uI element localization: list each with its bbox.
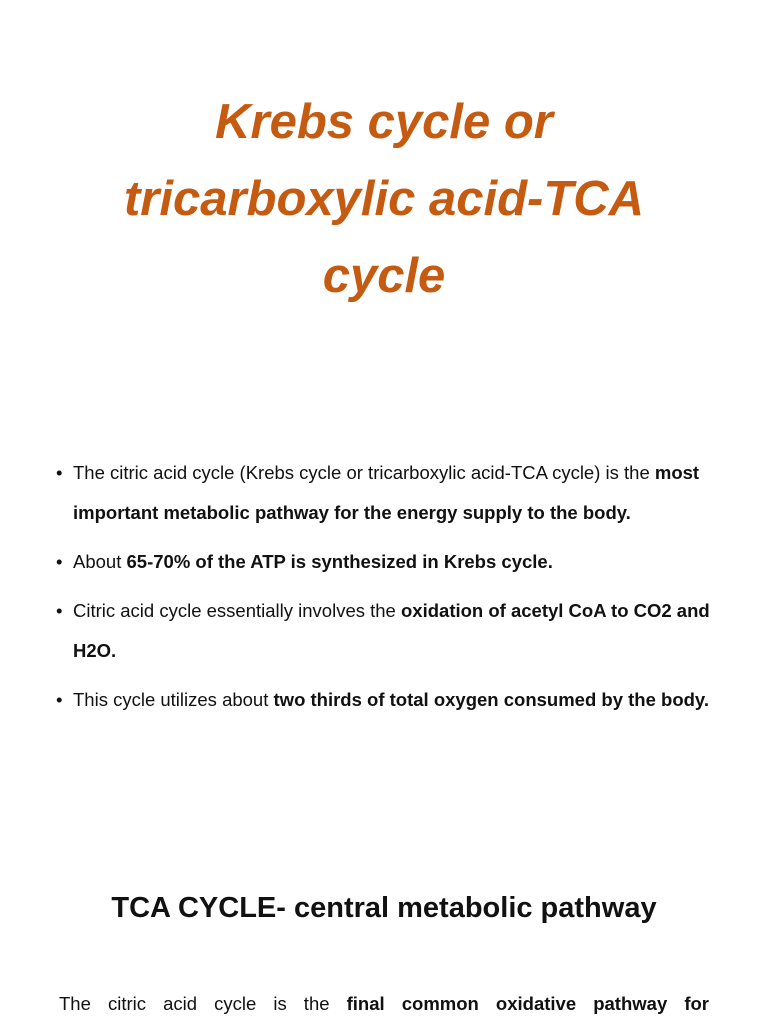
bullet-text: About <box>73 551 127 572</box>
bullet-bold-text: most important metabolic pathway for the energy supply to the body. <box>73 462 700 523</box>
bullet-text: This cycle utilizes about <box>73 689 274 710</box>
bullet-bold-text: 65-70% of the ATP is synthesized in Krebs cycle. <box>126 551 553 572</box>
bullet-bold-text: oxidation of acetyl CoA to CO2 and H2O. <box>73 600 710 661</box>
bullet-text: Citric acid cycle essentially involves the <box>73 600 401 621</box>
bullet-dot-icon: • <box>56 600 63 621</box>
bullet-item-oxygen <box>56 680 716 720</box>
title-line-3: cycle <box>322 249 446 303</box>
slide-title <box>0 84 768 315</box>
title-line-1: Krebs cycle or <box>215 95 553 149</box>
paragraph-text: The citric acid cycle is the <box>59 993 347 1014</box>
bullet-list <box>56 453 716 729</box>
body-paragraph <box>59 988 709 1020</box>
bullet-dot-icon: • <box>56 462 63 483</box>
bullet-item-citric-acid-cycle <box>56 453 716 533</box>
title-line-2: tricarboxylic acid-TCA <box>123 172 645 226</box>
bullet-item-oxidation <box>56 591 716 671</box>
bullet-bold-text: two thirds of total oxygen consumed by the body. <box>273 689 709 710</box>
section-heading: TCA CYCLE- central metabolic pathway <box>111 892 657 924</box>
bullet-dot-icon: • <box>56 551 63 572</box>
bullet-dot-icon: • <box>56 689 63 710</box>
paragraph-bold-text: final common oxidative pathway for <box>346 993 709 1014</box>
bullet-text: The citric acid cycle (Krebs cycle or tricarboxylic acid-TCA cycle) is the <box>73 462 655 483</box>
bullet-item-atp <box>56 542 716 582</box>
